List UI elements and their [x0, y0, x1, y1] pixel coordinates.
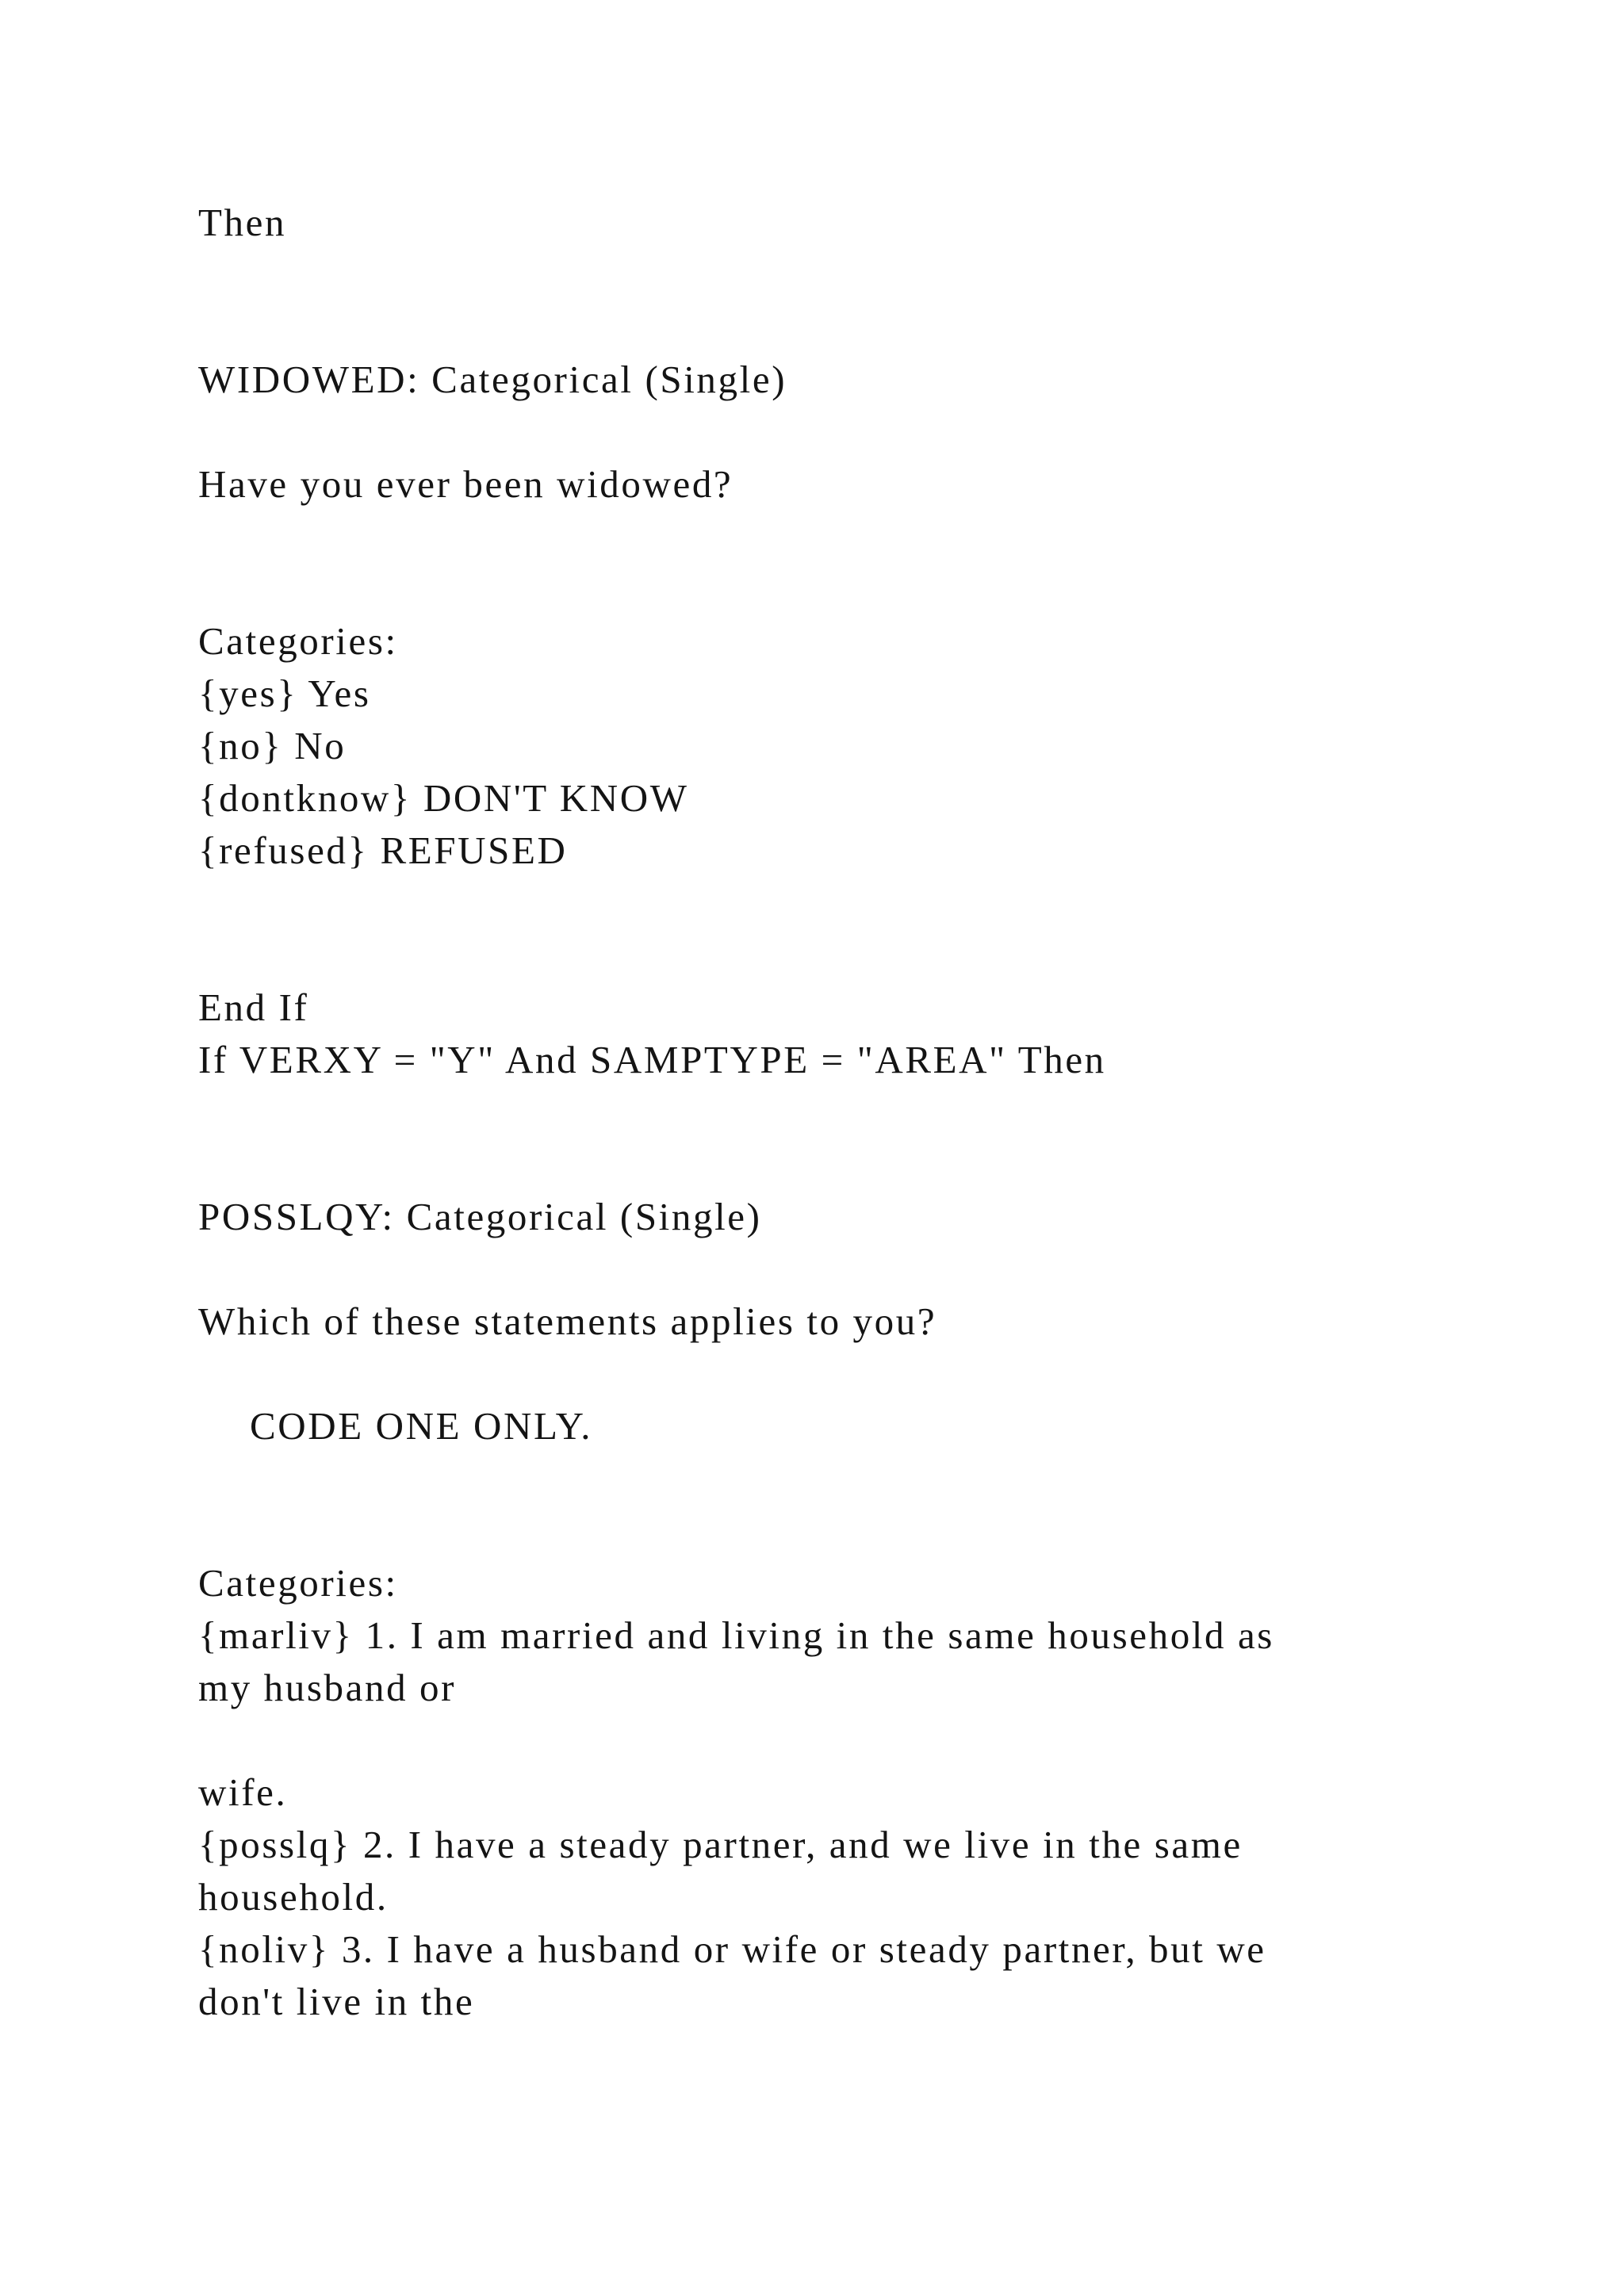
- posslqy-question: Which of these statements applies to you?: [198, 1299, 937, 1343]
- if-condition-statement: If VERXY = "Y" And SAMPTYPE = "AREA" Then: [198, 1038, 1106, 1081]
- widowed-category-dontknow: {dontknow} DON'T KNOW: [198, 776, 689, 820]
- widowed-category-no: {no} No: [198, 724, 347, 767]
- then-keyword: Then: [198, 201, 287, 244]
- posslqy-category-line: wife.: [198, 1770, 288, 1814]
- widowed-category-yes: {yes} Yes: [198, 672, 371, 715]
- posslqy-categories-label: Categories:: [198, 1561, 398, 1605]
- posslqy-category-line: don't live in the: [198, 1980, 475, 2023]
- posslqy-category-line: {marliv} 1. I am married and living in the same household as: [198, 1613, 1274, 1657]
- posslqy-header: POSSLQY: Categorical (Single): [198, 1195, 762, 1238]
- posslqy-category-line: household.: [198, 1875, 389, 1919]
- widowed-categories-label: Categories:: [198, 619, 398, 663]
- widowed-header: WIDOWED: Categorical (Single): [198, 358, 787, 401]
- widowed-category-refused: {refused} REFUSED: [198, 828, 568, 872]
- posslqy-instruction: CODE ONE ONLY.: [250, 1404, 593, 1448]
- posslqy-category-line: my husband or: [198, 1666, 457, 1709]
- end-if-statement: End If: [198, 985, 309, 1029]
- widowed-question: Have you ever been widowed?: [198, 462, 733, 506]
- posslqy-category-line: {noliv} 3. I have a husband or wife or steady partner, but we: [198, 1927, 1266, 1971]
- posslqy-category-line: {posslq} 2. I have a steady partner, and we live in the same: [198, 1823, 1243, 1866]
